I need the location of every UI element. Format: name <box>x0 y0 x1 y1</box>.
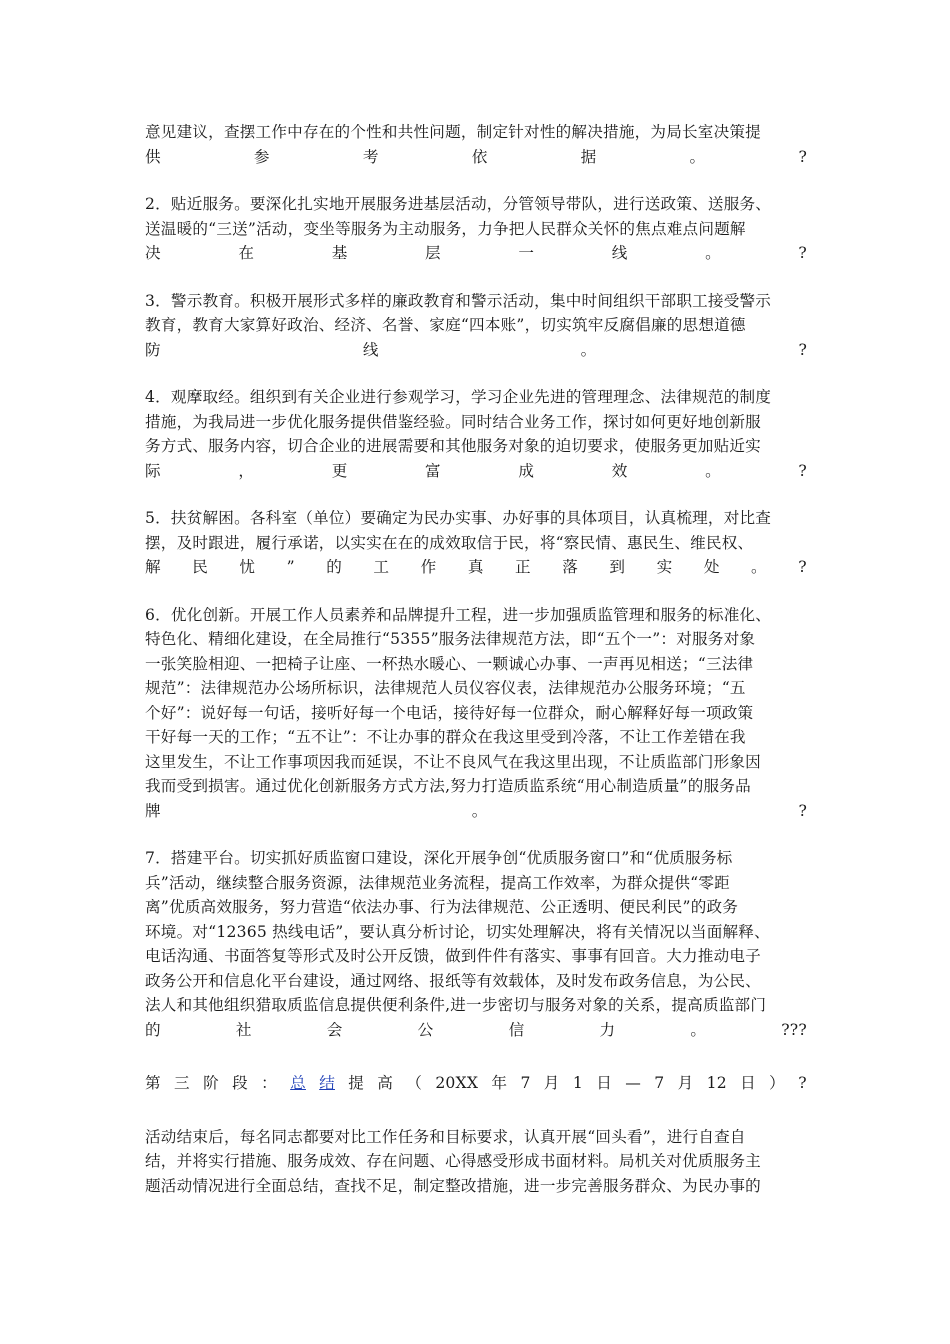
line-token: ） <box>769 1074 785 1092</box>
document-body <box>145 120 807 1198</box>
text-line: 个好”：说好每一句话，接听好每一个电话，接待好每一位群众，耐心解释好每一项政策 <box>145 703 754 722</box>
text-line: 意见建议，查摆工作中存在的个性和共性问题，制定针对性的解决措施，为局长室决策提 <box>145 123 761 141</box>
line-token: 线 <box>611 244 628 262</box>
line-token: ： <box>261 1074 277 1092</box>
line-token: 供 <box>145 147 161 166</box>
paragraph-gap <box>145 823 807 846</box>
paragraph-gap <box>145 362 807 385</box>
line-token: 据 <box>580 147 597 166</box>
paragraph-gap <box>145 1096 807 1125</box>
line-token: 决 <box>145 244 161 262</box>
paragraph-p8 <box>145 1125 807 1199</box>
paragraph-gap <box>145 580 807 603</box>
text-line: 离”优质高效服务，努力营造“依法办事、行为法律规范、公正透明、便民利民”的政务 <box>145 898 739 916</box>
paragraph-gap <box>145 266 807 289</box>
line-token: 7 <box>520 1074 531 1092</box>
line-token: 牌 <box>145 801 161 820</box>
line-token: ， <box>238 461 255 480</box>
text-line: 兵”活动，继续整合服务资源，法律规范业务流程，提高工作效率，为群众提供“零距 <box>145 873 730 892</box>
text-line: 教育，教育大家算好政治、经济、名誉、家庭“四本账”，切实筑牢反腐倡廉的思想道德 <box>145 316 746 334</box>
line-token: 。 <box>751 558 767 576</box>
paragraph-p0 <box>145 120 807 169</box>
line-token: 正 <box>515 558 531 576</box>
line-token: 落 <box>562 558 579 576</box>
line-token: 在 <box>238 244 255 262</box>
paragraph-gap <box>145 1042 807 1071</box>
line-token: ? <box>798 1074 807 1092</box>
line-token: 实 <box>656 558 673 576</box>
line-token: 基 <box>331 244 348 262</box>
text-line: 2．贴近服务。要深化扎实地开展服务进基层活动，分管领导带队，进行送政策、送服务、 <box>145 195 772 213</box>
line-token: 成 <box>518 461 535 480</box>
text-line: 送温暖的“三送”活动，变坐等服务为主动服务，力争把人民群众关怀的焦点难点问题解 <box>145 219 746 238</box>
text-line: 特色化、精细化建设，在全局推行“5355”服务法律规范方法，即“五个一”：对服务对象 <box>145 630 756 648</box>
line-token: ” <box>286 558 295 576</box>
text-line: 7．搭建平台。切实抓好质监窗口建设，深化开展争创“优质服务窗口”和“优质服务标 <box>145 849 733 867</box>
line-token: — <box>625 1074 642 1092</box>
line-token: （ <box>406 1074 423 1092</box>
paragraph-p5 <box>145 506 807 580</box>
paragraph-p4 <box>145 385 807 483</box>
text-line: 干好每一天的工作；“五不让”：不让办事的群众在我这里受到冷落，不让工作差错在我 <box>145 728 746 746</box>
line-token: 依 <box>471 147 488 166</box>
line-token: 信 <box>508 1020 525 1039</box>
line-token: 的 <box>145 1020 161 1039</box>
line-token: ? <box>798 461 807 480</box>
text-line: 电话沟通、书面答复等形式及时公开反馈，做到件件有落实、事事有回音。大力推动电子 <box>145 947 761 965</box>
line-token: 。 <box>471 801 488 820</box>
line-token: 解 <box>145 558 161 576</box>
line-token: 更 <box>331 461 348 480</box>
line-token: 真 <box>467 558 484 576</box>
line-token: 的 <box>326 558 342 576</box>
line-token: 12 <box>706 1074 727 1092</box>
line-token: ? <box>798 801 807 820</box>
line-token: 层 <box>425 244 441 262</box>
line-token: 20XX <box>435 1074 479 1092</box>
line-token: 际 <box>145 461 161 480</box>
line-token: 月 <box>543 1074 560 1092</box>
line-token: 忧 <box>239 558 256 576</box>
text-line: 法人和其他组织猎取质监信息提供便利条件,进一步密切与服务对象的关系，提高质监部门 <box>145 996 767 1014</box>
line-token: 处 <box>703 558 720 576</box>
paragraph-p3 <box>145 289 807 363</box>
paragraph-p2 <box>145 192 807 266</box>
text-line: 一张笑脸相迎、一把椅子让座、一杯热水暖心、一颗诚心办事、一声再见相送；“三法律 <box>145 654 754 673</box>
line-token: 提 <box>348 1074 365 1092</box>
justified-line <box>145 338 807 363</box>
justified-line <box>145 145 807 170</box>
summary-link[interactable]: 总 <box>290 1074 306 1092</box>
text-line: 环境。对“12365 热线电话”，要认真分析讨论，切实处理解决，将有关情况以当面解释、 <box>145 922 770 941</box>
text-line: 结，并将实行措施、服务成效、存在问题、心得感受形成书面材料。局机关对优质服务主 <box>145 1152 761 1170</box>
justified-line <box>145 555 807 580</box>
line-token: 作 <box>420 558 437 576</box>
line-token: 民 <box>192 558 208 576</box>
line-token: 7 <box>654 1074 665 1092</box>
line-token: 。 <box>690 1020 707 1039</box>
text-line: 5．扶贫解困。各科室（单位）要确定为民办实事、办好事的具体项目，认真梳理，对比查 <box>145 509 772 527</box>
line-token: ? <box>798 340 807 359</box>
text-line: 活动结束后，每名同志都要对比工作任务和目标要求，认真开展“回头看”，进行自查自 <box>145 1127 746 1146</box>
text-line: 题活动情况进行全面总结，查找不足，制定整改措施，进一步完善服务群众、为民办事的 <box>145 1176 761 1195</box>
justified-line <box>145 1071 807 1096</box>
line-token: 到 <box>609 558 626 576</box>
line-token: 。 <box>689 147 706 166</box>
text-line: 政务公开和信息化平台建设，通过网络、报纸等有效载体，及时发布政务信息，为公民、 <box>145 971 761 990</box>
justified-line <box>145 241 807 266</box>
summary-link[interactable]: 结 <box>319 1074 335 1092</box>
text-line: 摆，及时跟进，履行承诺，以实实在在的成效取信于民，将“察民情、惠民生、维民权、 <box>145 533 754 552</box>
paragraph-p6 <box>145 603 807 824</box>
line-token: 力 <box>599 1020 616 1039</box>
line-token: 富 <box>425 461 441 480</box>
line-token: 阶 <box>203 1074 219 1092</box>
text-line: 我而受到损害。通过优化创新服务方式方法,努力打造质监系统“用心制造质量”的服务品 <box>145 777 751 795</box>
line-token: 段 <box>232 1074 248 1092</box>
line-token: 高 <box>377 1074 394 1092</box>
paragraph-p7 <box>145 846 807 1042</box>
justified-line <box>145 799 807 824</box>
line-token: ? <box>798 244 807 262</box>
line-token: 效 <box>611 461 628 480</box>
text-line: 这里发生，不让工作事项因我而延误，不让不良风气在我这里出现，不让质监部门形象因 <box>145 752 761 771</box>
text-line: 6．优化创新。开展工作人员素养和品牌提升工程，进一步加强质监管理和服务的标准化、 <box>145 605 772 624</box>
text-line: 4．观摩取经。组织到有关企业进行参观学习，学习企业先进的管理理念、法律规范的制度 <box>145 388 772 406</box>
justified-line <box>145 459 807 484</box>
line-token: 。 <box>580 340 597 359</box>
line-token: 1 <box>572 1074 583 1092</box>
line-token: 会 <box>326 1020 343 1039</box>
line-token: 一 <box>518 244 535 262</box>
line-token: ??? <box>781 1020 807 1039</box>
text-line: 措施，为我局进一步优化服务提供借鉴经验。同时结合业务工作，探讨如何更好地创新服 <box>145 412 761 431</box>
line-token: 防 <box>145 340 161 359</box>
line-token: 三 <box>174 1074 190 1092</box>
line-token: 考 <box>362 147 379 166</box>
line-token: 月 <box>677 1074 694 1092</box>
line-token: 第 <box>145 1074 161 1092</box>
paragraph-gap <box>145 169 807 192</box>
line-token: 日 <box>596 1074 612 1092</box>
line-token: 参 <box>253 147 270 166</box>
line-token: 社 <box>235 1020 252 1039</box>
line-token: 年 <box>491 1074 508 1092</box>
line-token: 。 <box>705 244 721 262</box>
line-token: 线 <box>362 340 379 359</box>
line-token: ? <box>798 558 807 576</box>
line-token: 公 <box>417 1020 434 1039</box>
text-line: 3．警示教育。积极开展形式多样的廉政教育和警示活动，集中时间组织干部职工接受警示 <box>145 291 772 310</box>
text-line: 务方式、服务内容，切合企业的进展需要和其他服务对象的迫切要求，使服务更加贴近实 <box>145 437 761 455</box>
justified-line <box>145 1018 807 1043</box>
paragraph-stage <box>145 1071 807 1096</box>
text-line: 规范”：法律规范办公场所标识，法律规范人员仪容仪表，法律规范办公服务环境；“五 <box>145 679 746 697</box>
line-token: 工 <box>373 558 390 576</box>
line-token: ? <box>798 147 807 166</box>
line-token: 日 <box>740 1074 756 1092</box>
paragraph-gap <box>145 483 807 506</box>
line-token: 。 <box>705 461 721 480</box>
